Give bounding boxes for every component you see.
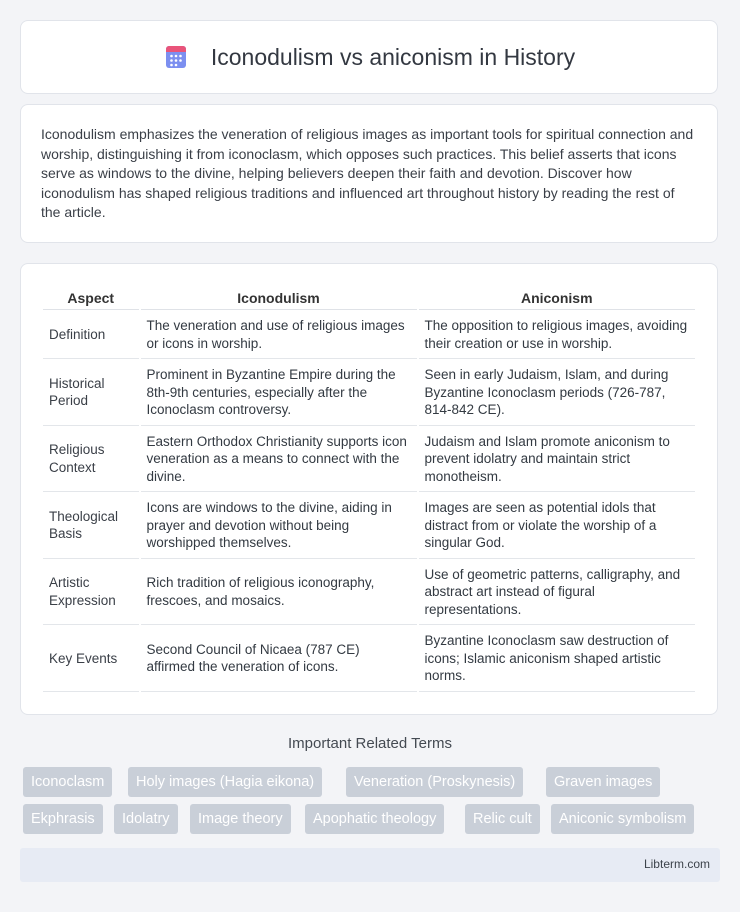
related-tag[interactable]: Aniconic symbolism [551,804,694,834]
table-header-row [43,284,695,310]
row-aspect: Historical Period [43,359,139,426]
table-row [43,625,695,692]
row-iconodulism: Second Council of Nicaea (787 CE) affirmed the veneration of icons. [141,625,417,692]
row-iconodulism: Prominent in Byzantine Empire during the 8th-9th centuries, especially after the Iconoclasm controversy. [141,359,417,426]
comparison-table-card [20,263,718,715]
related-tag[interactable]: Veneration (Proskynesis) [346,767,523,797]
row-aniconism: Byzantine Iconoclasm saw destruction of icons; Islamic aniconism shaped artistic norms. [419,625,695,692]
footer [20,848,720,882]
footer-site[interactable]: Libterm.com [643,857,710,871]
row-aspect: Artistic Expression [43,559,139,626]
related-tag[interactable]: Relic cult [465,804,540,834]
related-tag[interactable]: Apophatic theology [305,804,444,834]
table-row [43,492,695,559]
row-iconodulism: The veneration and use of religious images or icons in worship. [141,310,417,359]
row-aspect: Key Events [43,625,139,692]
row-aspect: Religious Context [43,426,139,493]
row-iconodulism: Rich tradition of religious iconography, frescoes, and mosaics. [141,559,417,626]
row-aspect: Definition [43,310,139,359]
intro-text: Iconodulism emphasizes the veneration of religious images as important tools for spiritual connection and worship, distinguishing it from iconoclasm, which opposes such practices. This belief asserts that icons serve as windows to the divine, helping believers deepen their faith and devotion. Discover how iconodulism has shaped religious traditions and influenced art throughout history by reading the rest of the article. [41,126,694,220]
related-terms-title: Important Related Terms [288,735,452,752]
row-aniconism: Use of geometric patterns, calligraphy, and abstract art instead of figural representations. [419,559,695,626]
related-tag[interactable]: Holy images (Hagia eikona) [128,767,322,797]
row-aniconism: The opposition to religious images, avoiding their creation or use in worship. [419,310,695,359]
header-iconodulism: Iconodulism [141,284,417,310]
row-aspect: Theological Basis [43,492,139,559]
table-row [43,359,695,426]
related-tag[interactable]: Graven images [546,767,660,797]
document-icon [163,44,189,70]
table-row [43,559,695,626]
related-tag[interactable]: Image theory [190,804,291,834]
title-card [20,20,718,94]
related-tag[interactable]: Iconoclasm [23,767,112,797]
header-aniconism: Aniconism [419,284,695,310]
row-iconodulism: Eastern Orthodox Christianity supports icon veneration as a means to connect with the divine. [141,426,417,493]
intro-card [20,104,718,243]
table-row [43,426,695,493]
row-iconodulism: Icons are windows to the divine, aiding in prayer and devotion without being worshipped themselves. [141,492,417,559]
table-row [43,310,695,359]
row-aniconism: Judaism and Islam promote aniconism to prevent idolatry and maintain strict monotheism. [419,426,695,493]
related-tag[interactable]: Ekphrasis [23,804,103,834]
page-title: Iconodulism vs aniconism in History [210,43,576,70]
comparison-table [41,284,697,692]
row-aniconism: Seen in early Judaism, Islam, and during Byzantine Iconoclasm periods (726-787, 814-842 CE). [419,359,695,426]
related-tag[interactable]: Idolatry [114,804,178,834]
header-aspect: Aspect [43,284,139,310]
row-aniconism: Images are seen as potential idols that distract from or violate the worship of a singular God. [419,492,695,559]
